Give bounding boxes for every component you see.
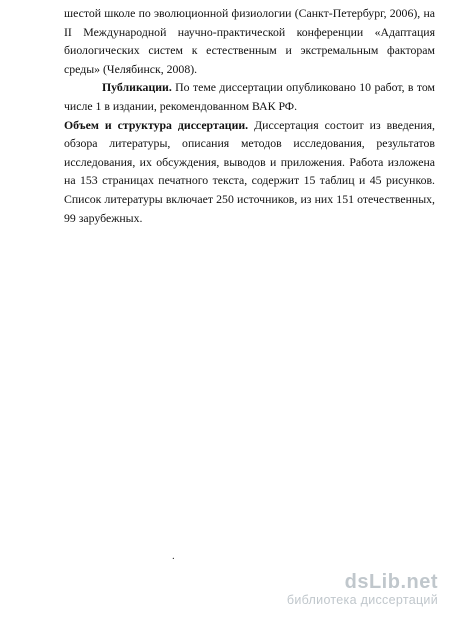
page-mark: .	[172, 550, 175, 562]
structure-paragraph	[64, 116, 435, 228]
structure-text: Диссертация состоит из введения, обзора литературы, описания методов исследования, результатов исследования, их обсуждения, выводов и приложения. Работа изложена на 153 страницах печатного текста, содержит 15 таблиц и 45 рисунков. Список литературы включает 250 источников, из них 151 отечественных, 99 зарубежных.	[64, 117, 435, 225]
document-body	[64, 4, 435, 227]
watermark-logo: dsLib.net	[344, 571, 438, 593]
publications-text: По теме диссертации опубликовано 10 работ, в том числе 1 в издании, рекомендованном ВАК РФ.	[64, 80, 435, 113]
watermark-subtitle: библиотека диссертаций	[286, 593, 438, 607]
publications-heading: Публикации.	[102, 80, 172, 95]
publications-paragraph	[64, 78, 435, 115]
watermark	[287, 571, 438, 607]
conference-paragraph: шестой школе по эволюционной физиологии (Санкт-Петербург, 2006), на II Международной научно-практической конференции «Адаптация биологических систем к естественным и экстремальным факторам среды» (Челябинск, 2008).	[64, 6, 435, 76]
structure-heading: Объем и структура диссертации.	[64, 117, 249, 132]
